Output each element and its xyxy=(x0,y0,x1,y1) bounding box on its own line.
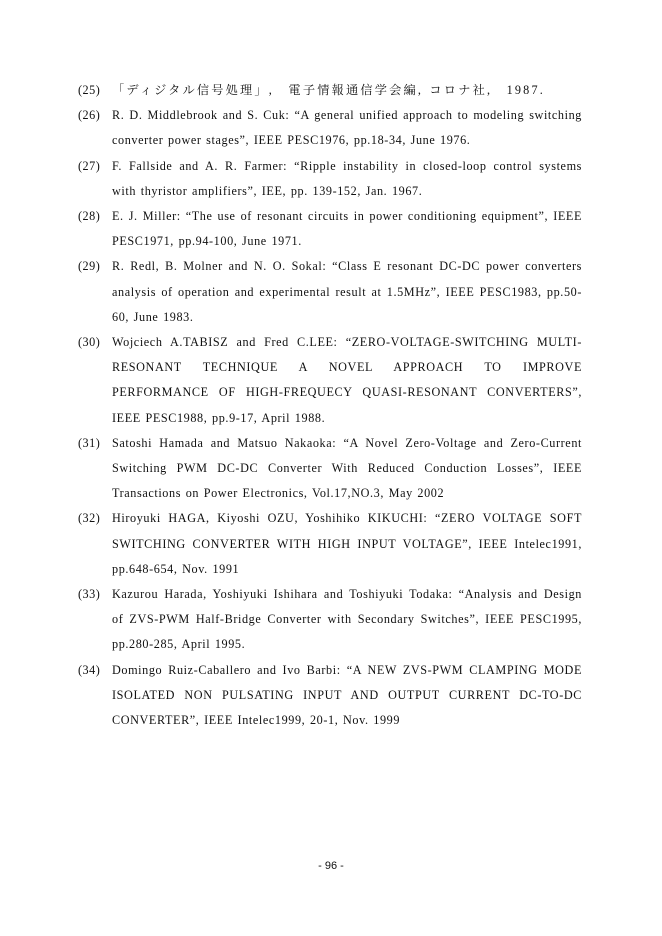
reference-item xyxy=(78,582,582,658)
reference-text: Hiroyuki HAGA, Kiyoshi OZU, Yoshihiko KIKUCHI: “ZERO VOLTAGE SOFT SWITCHING CONVERTER WITH HIGH INPUT VOLTAGE”, IEEE Intelec1991, pp.648-654, Nov. 1991 xyxy=(112,511,582,576)
reference-text: F. Fallside and A. R. Farmer: “Ripple instability in closed-loop control systems with thyristor amplifiers”, IEE, pp. 139-152, Jan. 1967. xyxy=(112,158,582,198)
reference-number: (27) xyxy=(78,158,101,173)
reference-text: 「ディジタル信号処理」, 電子情報通信学会編, コロナ社, 1987. xyxy=(112,83,546,97)
reference-item xyxy=(78,506,582,582)
reference-list xyxy=(78,78,582,733)
reference-number: (33) xyxy=(78,587,101,602)
page-number: - 96 - xyxy=(318,860,344,872)
reference-number: (26) xyxy=(78,108,101,123)
reference-item xyxy=(78,78,582,103)
reference-text: Wojciech A.TABISZ and Fred C.LEE: “ZERO-VOLTAGE-SWITCHING MULTI-RESONANT TECHNIQUE A NOVEL APPROACH TO IMPROVE PERFORMANCE OF HIGH-FREQUECY QUASI-RESONANT CONVERTERS”, IEEE PESC1988, pp.9-17, April 1988. xyxy=(112,335,582,425)
reference-item xyxy=(78,254,582,330)
reference-item xyxy=(78,154,582,204)
reference-number: (25) xyxy=(78,83,101,97)
reference-item xyxy=(78,204,582,254)
reference-text: Domingo Ruiz-Caballero and Ivo Barbi: “A NEW ZVS-PWM CLAMPING MODE ISOLATED NON PULSATING INPUT AND OUTPUT CURRENT DC-TO-DC CONVERTER”, IEEE Intelec1999, 20-1, Nov. 1999 xyxy=(112,662,582,728)
reference-number: (31) xyxy=(78,435,101,450)
reference-item xyxy=(78,103,582,153)
reference-item xyxy=(78,330,582,431)
reference-item xyxy=(78,658,582,734)
reference-number: (28) xyxy=(78,209,101,224)
reference-text: E. J. Miller: “The use of resonant circuits in power conditioning equipment”, IEEE PESC1971, pp.94-100, June 1971. xyxy=(112,209,582,249)
reference-number: (34) xyxy=(78,662,101,677)
reference-number: (29) xyxy=(78,259,101,274)
reference-number: (30) xyxy=(78,335,101,350)
reference-text: R. Redl, B. Molner and N. O. Sokal: “Class E resonant DC-DC power converters analysis of operation and experimental result at 1.5MHz”, IEEE PESC1983, pp.50-60, June 1983. xyxy=(112,259,582,324)
reference-text: Satoshi Hamada and Matsuo Nakaoka: “A Novel Zero-Voltage and Zero-Current Switching PWM DC-DC Converter With Reduced Conduction Losses”, IEEE Transactions on Power Electronics, Vol.17,NO.3, May 2002 xyxy=(112,435,582,501)
reference-number: (32) xyxy=(78,511,101,526)
reference-item xyxy=(78,431,582,507)
reference-text: Kazurou Harada, Yoshiyuki Ishihara and Toshiyuki Todaka: “Analysis and Design of ZVS-PWM Half-Bridge Converter with Secondary Switches”, IEEE PESC1995, pp.280-285, April 1995. xyxy=(112,587,582,652)
reference-text: R. D. Middlebrook and S. Cuk: “A general unified approach to modeling switching converter power stages”, IEEE PESC1976, pp.18-34, June 1976. xyxy=(112,108,582,148)
